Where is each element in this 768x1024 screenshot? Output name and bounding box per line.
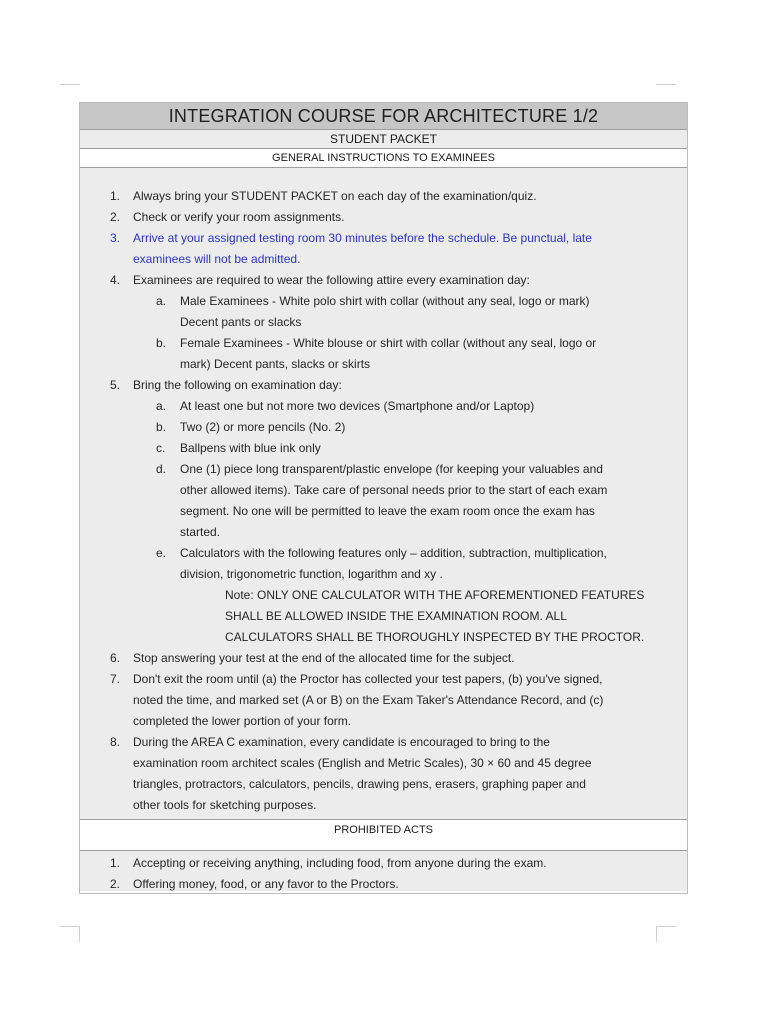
prohibited-item: 2. Offering money, food, or any favor to the Proctors. — [80, 874, 679, 895]
item-number: 5. — [110, 378, 121, 392]
item-number: 8. — [110, 735, 121, 749]
sub-item-letter: a. — [156, 294, 167, 308]
sub-item: b. Female Examinees - White blouse or shirt with collar (without any seal, logo or mark) Decent pants, slacks or skirts — [80, 333, 679, 375]
sub-item-letter: d. — [156, 462, 167, 476]
instruction-item: 7. Don't exit the room until (a) the Proctor has collected your test papers, (b) you've signed, noted the time, and marked set (A or B) on the Exam Taker's Attendance Record, and (c) completed the lower portion of your form. — [80, 669, 679, 732]
item-number: 2. — [110, 877, 121, 891]
prohibited-item: 1. Accepting or receiving anything, including food, from anyone during the exam. — [80, 853, 679, 874]
sub-item: e. Calculators with the following features only – addition, subtraction, multiplication, division, trigonometric function, logarithm and xy . — [80, 543, 679, 585]
calculator-note: Note: ONLY ONE CALCULATOR WITH THE AFOREMENTIONED FEATURES SHALL BE ALLOWED INSIDE THE EXAMINATION ROOM. ALL CALCULATORS SHALL BE THOROUGHLY INSPECTED BY THE PROCTOR. — [225, 588, 645, 644]
sub-item-letter: e. — [156, 546, 167, 560]
document-subtitle: STUDENT PACKET — [80, 130, 687, 149]
item-number: 6. — [110, 651, 121, 665]
item-number: 1. — [110, 856, 121, 870]
item-number: 2. — [110, 210, 121, 224]
sub-item-letter: c. — [156, 441, 166, 455]
sub-item: c. Ballpens with blue ink only — [80, 438, 679, 459]
instruction-item: 1. Always bring your STUDENT PACKET on each day of the examination/quiz. — [80, 186, 679, 207]
sub-item: a. Male Examinees - White polo shirt with collar (without any seal, logo or mark) Decent pants or slacks — [80, 291, 679, 333]
item-number: 3. — [110, 231, 121, 245]
sub-item-letter: b. — [156, 336, 167, 350]
item-number: 1. — [110, 189, 121, 203]
instruction-item-highlighted: 3. Arrive at your assigned testing room 30 minutes before the schedule. Be punctual, late examinees will not be admitted. — [80, 228, 679, 270]
instruction-item: 8. During the AREA C examination, every candidate is encouraged to bring to the examination room architect scales (English and Metric Scales), 30 × 60 and 45 degree triangles, protractors, calculators, pencils, drawing pens, erasers, graphing paper and other tools for sketching purposes. — [80, 732, 679, 816]
general-instructions-list — [80, 168, 687, 820]
crop-mark-bottom-left-v — [79, 926, 80, 942]
student-packet-document — [79, 102, 688, 894]
sub-item-letter: a. — [156, 399, 167, 413]
sub-item-letter: b. — [156, 420, 167, 434]
crop-mark-top-left — [60, 84, 80, 85]
instruction-item: 4. Examinees are required to wear the following attire every examination day: — [80, 270, 679, 291]
sub-item: d. One (1) piece long transparent/plastic envelope (for keeping your valuables and other allowed items). Take care of personal needs prior to the start of each exam segment. No one will be permitted to leave the exam room once the exam has started. — [80, 459, 679, 543]
sub-item: a. At least one but not more two devices (Smartphone and/or Laptop) — [80, 396, 679, 417]
item-number: 4. — [110, 273, 121, 287]
sub-item: b. Two (2) or more pencils (No. 2) — [80, 417, 679, 438]
crop-mark-bottom-right-v — [656, 926, 657, 942]
instruction-item: 6. Stop answering your test at the end of the allocated time for the subject. — [80, 648, 679, 669]
instruction-item: 5. Bring the following on examination day: — [80, 375, 679, 396]
section-heading-prohibited-acts: PROHIBITED ACTS — [80, 820, 687, 851]
item-number: 7. — [110, 672, 121, 686]
crop-mark-bottom-left-h — [60, 926, 80, 927]
crop-mark-bottom-right-h — [656, 926, 676, 927]
document-title: INTEGRATION COURSE FOR ARCHITECTURE 1/2 — [80, 103, 687, 130]
instruction-item: 2. Check or verify your room assignments. — [80, 207, 679, 228]
prohibited-acts-list — [80, 851, 687, 891]
section-heading-general-instructions: GENERAL INSTRUCTIONS TO EXAMINEES — [80, 149, 687, 168]
crop-mark-top-right — [656, 84, 676, 85]
